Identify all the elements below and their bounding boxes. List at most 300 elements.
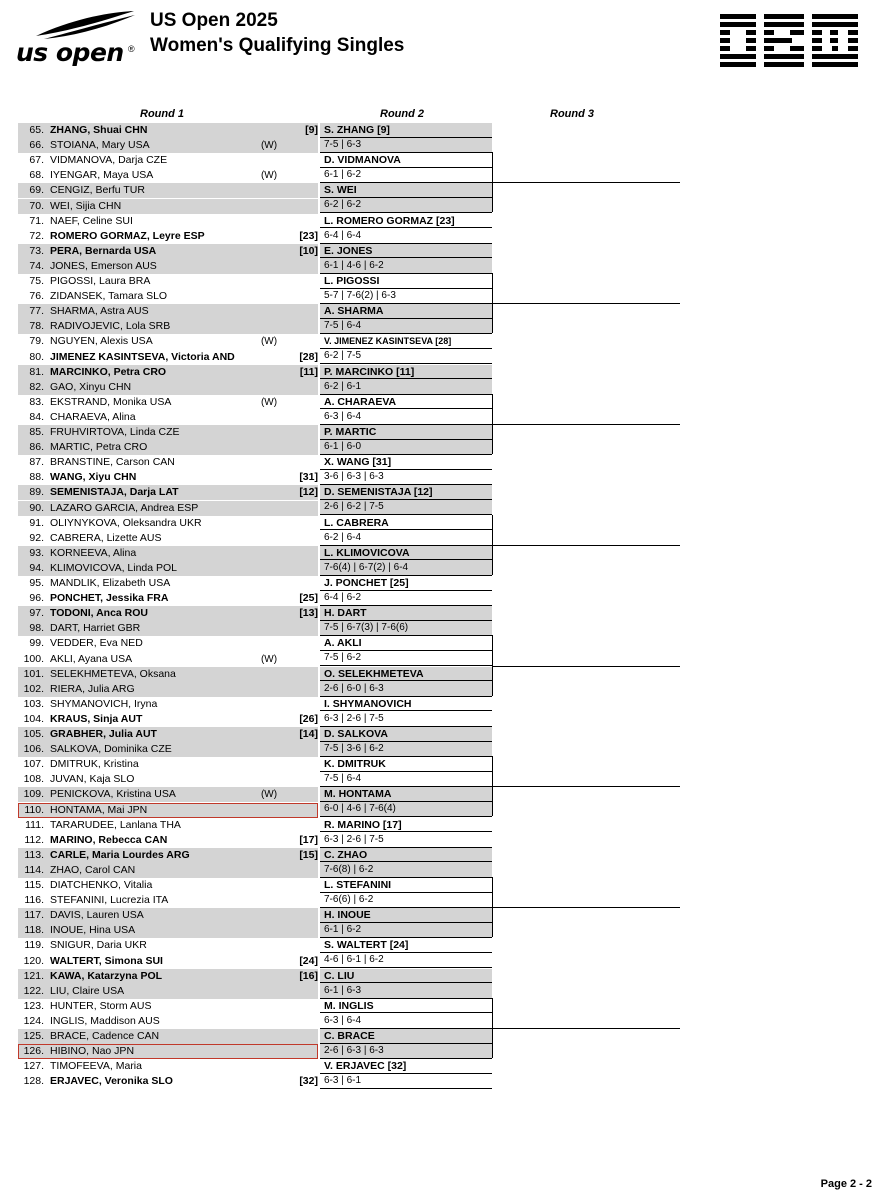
player-name: SNIGUR, Daria UKR [50,939,147,952]
player-name: SELEKHMETEVA, Oksana [50,667,176,680]
bracket-connector-horizontal [492,666,680,667]
round2-winner-name: C. LIU [324,969,355,982]
round1-player-row[interactable] [18,470,318,485]
round2-match-block[interactable] [320,697,492,727]
player-seed-number: 79. [29,335,44,348]
player-name: ERJAVEC, Veronika SLO [50,1075,173,1088]
round1-player-row[interactable] [18,380,318,395]
match-bottom-rule [320,1088,492,1089]
round1-player-row[interactable] [18,289,318,304]
round2-winner-name: X. WANG [31] [324,456,392,469]
round2-match-score: 7-5 | 6-3 [324,139,362,150]
round2-match-block[interactable] [320,727,492,757]
round2-winner-name: L. PIGOSSI [324,275,380,287]
player-name: TARARUDEE, Lanlana THA [50,818,181,831]
round2-match-block[interactable] [320,334,492,364]
round2-winner-name: E. JONES [324,244,373,257]
round1-player-row[interactable] [18,485,318,500]
round1-player-row[interactable] [18,969,318,984]
seeding-bracket: [16] [299,969,318,982]
round2-match-score: 6-2 | 6-2 [324,199,362,211]
round2-match-block[interactable] [320,667,492,697]
bracket-connector-horizontal [492,303,680,304]
round2-match-block[interactable] [320,818,492,848]
player-name: CHARAEVA, Alina [50,410,136,423]
round2-match-block[interactable] [320,516,492,546]
player-seed-number: 116. [24,894,44,907]
player-name: CABRERA, Lizette AUS [50,531,162,544]
player-name: BRANSTINE, Carson CAN [50,456,175,469]
player-name: WANG, Xiyu CHN [50,471,137,484]
round2-match-score: 7-5 | 6-4 [324,320,362,332]
wildcard-marker: (W) [260,170,278,182]
player-seed-number: 67. [29,154,44,167]
round2-match-score: 6-1 | 6-0 [324,441,362,452]
player-name: DAVIS, Lauren USA [50,909,144,922]
player-seed-number: 126. [23,1045,44,1058]
seeding-bracket: [17] [299,833,318,846]
round1-player-row[interactable] [18,803,318,818]
round2-match-block[interactable] [320,576,492,606]
player-seed-number: 100. [23,652,44,665]
round1-player-row[interactable] [18,123,318,138]
round2-winner-name: I. SHYMANOVICH [324,697,412,710]
round1-player-row[interactable] [18,425,318,440]
round2-match-block[interactable] [320,969,492,999]
player-seed-number: 88. [29,471,44,484]
player-name: SALKOVA, Dominika CZE [50,743,172,756]
player-name: PERA, Bernarda USA [50,244,157,257]
round-2-header: Round 2 [380,108,424,120]
round1-player-row[interactable] [18,546,318,561]
round2-match-score: 7-5 | 3-6 | 6-2 [324,743,384,754]
player-name: WEI, Sijia CHN [50,199,122,212]
round2-match-block[interactable] [320,395,492,425]
player-seed-number: 95. [29,577,44,589]
player-name: PONCHET, Jessika FRA [50,592,169,605]
round1-player-row[interactable] [18,183,318,198]
round1-player-row[interactable] [18,636,318,651]
round2-winner-name: D. VIDMANOVA [324,154,401,167]
player-seed-number: 74. [29,259,44,272]
round2-match-score: 6-4 | 6-2 [324,592,362,603]
player-seed-number: 121. [23,969,44,982]
round1-player-row[interactable] [18,244,318,259]
player-name: ROMERO GORMAZ, Leyre ESP [50,229,205,242]
player-seed-number: 89. [29,486,44,499]
round2-winner-name: D. SALKOVA [324,728,388,740]
player-seed-number: 113. [24,848,44,861]
round2-match-block[interactable] [320,214,492,244]
player-name: KRAUS, Sinja AUT [50,712,143,725]
player-name: JONES, Emerson AUS [50,259,157,272]
round1-player-row[interactable] [18,440,318,455]
bracket-connector-horizontal [492,424,680,425]
round2-match-score: 6-3 | 2-6 | 7-5 [324,833,384,845]
round2-match-block[interactable] [320,606,492,636]
round2-winner-name: P. MARTIC [324,426,377,438]
player-name: ZHAO, Carol CAN [50,863,136,876]
player-seed-number: 112. [24,833,44,846]
round2-match-score: 6-2 | 6-1 [324,380,362,392]
player-name: KAWA, Katarzyna POL [50,969,163,982]
player-name: KLIMOVICOVA, Linda POL [50,561,178,574]
round1-player-row[interactable] [18,727,318,742]
round2-match-block[interactable] [320,1059,492,1089]
player-seed-number: 68. [29,169,44,182]
round2-winner-name: H. INOUE [324,909,371,922]
player-name: WALTERT, Simona SUI [50,954,163,967]
round1-player-row[interactable] [18,878,318,893]
round2-winner-name: L. CABRERA [324,516,389,529]
player-seed-number: 123. [23,999,44,1012]
round2-match-score: 7-6(6) | 6-2 [324,894,374,905]
round1-player-row[interactable] [18,893,318,908]
round1-player-row[interactable] [18,531,318,546]
round2-match-score: 6-3 | 6-4 [324,1014,362,1026]
round2-winner-name: K. DMITRUK [324,758,386,771]
player-seed-number: 104. [23,712,44,725]
round1-player-row[interactable] [18,516,318,531]
round1-player-row[interactable] [18,606,318,621]
round2-match-block[interactable] [320,787,492,817]
round1-player-row[interactable] [18,138,318,153]
player-seed-number: 65. [29,124,44,136]
round2-winner-name: H. DART [324,607,367,620]
round1-player-row[interactable] [18,274,318,289]
round1-player-row[interactable] [18,923,318,938]
round2-match-block[interactable] [320,153,492,183]
round2-match-score: 7-5 | 6-7(3) | 7-6(6) [324,622,409,634]
player-name: BRACE, Cadence CAN [50,1030,160,1042]
player-name: CENGIZ, Berfu TUR [50,184,145,197]
player-name: ZHANG, Shuai CHN [50,124,148,136]
round1-player-row[interactable] [18,168,318,183]
round1-player-row[interactable] [18,682,318,697]
round2-match-score: 6-4 | 6-4 [324,229,362,241]
round2-match-score: 4-6 | 6-1 | 6-2 [324,954,384,966]
player-seed-number: 114. [24,863,44,876]
player-seed-number: 102. [23,682,44,695]
round2-match-block[interactable] [320,425,492,455]
round1-player-row[interactable] [18,954,318,969]
player-name: SEMENISTAJA, Darja LAT [50,486,179,499]
player-seed-number: 108. [23,773,44,786]
round2-match-block[interactable] [320,848,492,878]
round1-player-row[interactable] [18,1044,318,1059]
player-name: MARCINKO, Petra CRO [50,365,167,378]
round2-match-score: 5-7 | 7-6(2) | 6-3 [324,290,396,301]
player-seed-number: 78. [29,320,44,333]
round2-winner-name: S. ZHANG [9] [324,124,390,136]
player-name: GAO, Xinyu CHN [50,380,132,393]
round2-winner-name: L. KLIMOVICOVA [324,546,410,559]
player-name: INGLIS, Maddison AUS [50,1014,160,1027]
player-seed-number: 110. [24,803,44,816]
player-seed-number: 86. [29,441,44,454]
round2-match-score: 7-6(8) | 6-2 [324,863,374,875]
player-name: MANDLIK, Elizabeth USA [50,577,171,589]
round1-player-row[interactable] [18,229,318,244]
player-seed-number: 96. [29,592,44,605]
wildcard-marker: (W) [260,789,278,801]
player-name: INOUE, Hina USA [50,924,136,937]
round2-match-block[interactable] [320,455,492,485]
player-name: HIBINO, Nao JPN [50,1045,135,1058]
player-name: HUNTER, Storm AUS [50,999,152,1012]
player-seed-number: 90. [29,501,44,514]
seeding-bracket: [14] [299,728,318,740]
round2-winner-name: D. SEMENISTAJA [12] [324,486,433,499]
seeding-bracket: [28] [299,350,318,363]
round1-player-row[interactable] [18,667,318,682]
round2-winner-name: A. CHARAEVA [324,395,397,408]
player-seed-number: 127. [23,1060,44,1073]
round1-player-row[interactable] [18,712,318,727]
player-seed-number: 81. [29,365,44,378]
player-seed-number: 101. [23,667,44,680]
round2-match-score: 6-0 | 4-6 | 7-6(4) [324,803,396,815]
player-seed-number: 75. [29,275,44,287]
round1-player-row[interactable] [18,1014,318,1029]
player-seed-number: 106. [23,743,44,756]
round2-winner-name: A. SHARMA [324,305,384,318]
wildcard-marker: (W) [260,396,278,408]
round1-player-row[interactable] [18,350,318,365]
round2-match-block[interactable] [320,274,492,304]
player-name: STEFANINI, Lucrezia ITA [50,894,169,907]
round1-player-row[interactable] [18,365,318,380]
player-name: LIU, Claire USA [50,984,125,997]
round2-match-score: 7-5 | 6-2 [324,652,362,664]
bracket-connector-horizontal [492,1028,680,1029]
round1-player-row[interactable] [18,1029,318,1044]
round-1-header: Round 1 [140,108,184,120]
seeding-bracket: [10] [299,244,318,257]
player-seed-number: 119. [24,939,44,952]
round1-player-row[interactable] [18,652,318,667]
page-number: Page 2 - 2 [820,1178,872,1190]
round1-player-row[interactable] [18,304,318,319]
player-seed-number: 117. [24,909,44,922]
player-seed-number: 94. [29,561,44,574]
player-seed-number: 69. [29,184,44,197]
seeding-bracket: [13] [299,607,318,620]
round-3-header: Round 3 [550,108,594,120]
player-name: NGUYEN, Alexis USA [50,335,153,348]
round1-player-row[interactable] [18,591,318,606]
player-name: LAZARO GARCIA, Andrea ESP [50,501,199,514]
player-seed-number: 118. [24,924,44,937]
wildcard-marker: (W) [260,140,278,152]
round1-player-row[interactable] [18,984,318,999]
player-name: DIATCHENKO, Vitalia [50,879,153,891]
round1-player-row[interactable] [18,199,318,214]
round2-winner-name: M. HONTAMA [324,788,392,801]
round1-player-row[interactable] [18,863,318,878]
seeding-bracket: [23] [299,229,318,242]
round2-match-block[interactable] [320,485,492,515]
player-seed-number: 124. [23,1014,44,1027]
round2-match-block[interactable] [320,757,492,787]
player-seed-number: 87. [29,456,44,469]
bracket-connector-horizontal [492,907,680,908]
round2-winner-name: L. ROMERO GORMAZ [23] [324,214,455,227]
round2-match-block[interactable] [320,183,492,213]
round2-match-block[interactable] [320,636,492,666]
round1-player-row[interactable] [18,938,318,953]
round2-winner-name: V. JIMENEZ KASINTSEVA [28] [324,336,452,347]
round2-winner-name: V. ERJAVEC [32] [324,1060,407,1073]
round2-match-score: 6-2 | 6-4 [324,531,362,543]
player-name: SHYMANOVICH, Iryna [50,697,158,710]
round2-match-block[interactable] [320,878,492,908]
seeding-bracket: [12] [299,486,318,499]
round1-player-row[interactable] [18,395,318,410]
round2-winner-name: M. INGLIS [324,999,374,1012]
round1-player-row[interactable] [18,410,318,425]
player-name: SHARMA, Astra AUS [50,305,149,318]
player-name: VIDMANOVA, Darja CZE [50,154,168,167]
player-name: TIMOFEEVA, Maria [50,1060,142,1073]
round1-player-row[interactable] [18,818,318,833]
player-seed-number: 97. [29,607,44,620]
player-seed-number: 92. [29,531,44,544]
player-seed-number: 109. [23,788,44,801]
round2-match-score: 6-3 | 6-1 [324,1075,362,1087]
round2-match-block[interactable] [320,908,492,938]
round1-player-row[interactable] [18,561,318,576]
bracket-connector-horizontal [492,786,680,787]
player-name: OLIYNYKOVA, Oleksandra UKR [50,516,202,529]
player-seed-number: 111. [25,818,44,831]
seeding-bracket: [15] [299,848,318,861]
round1-player-row[interactable] [18,455,318,470]
player-seed-number: 66. [29,139,44,152]
round2-winner-name: O. SELEKHMETEVA [324,667,424,680]
player-seed-number: 122. [23,984,44,997]
round1-player-row[interactable] [18,259,318,274]
player-name: IYENGAR, Maya USA [50,169,154,182]
round1-player-row[interactable] [18,697,318,712]
player-name: TODONI, Anca ROU [50,607,149,620]
player-name: HONTAMA, Mai JPN [50,803,148,816]
round2-winner-name: R. MARINO [17] [324,818,402,831]
bracket-connector-horizontal [492,182,680,183]
player-seed-number: 84. [29,410,44,423]
player-seed-number: 71. [29,214,44,227]
player-seed-number: 70. [29,199,44,212]
seeding-bracket: [26] [299,712,318,725]
player-seed-number: 103. [23,697,44,710]
bracket-connector-horizontal [492,545,680,546]
player-seed-number: 85. [29,426,44,438]
us-open-registered-mark: ® [128,44,135,54]
round1-player-row[interactable] [18,833,318,848]
seeding-bracket: [31] [299,471,318,484]
round1-player-row[interactable] [18,742,318,757]
player-seed-number: 120. [23,954,44,967]
player-name: RADIVOJEVIC, Lola SRB [50,320,171,333]
round1-player-row[interactable] [18,848,318,863]
player-name: EKSTRAND, Monika USA [50,395,172,408]
round2-match-score: 7-5 | 6-4 [324,773,362,785]
round2-winner-name: S. WEI [324,184,357,197]
seeding-bracket: [24] [299,954,318,967]
round1-player-row[interactable] [18,1074,318,1089]
round2-match-block[interactable] [320,999,492,1029]
round1-player-row[interactable] [18,334,318,349]
player-name: KORNEEVA, Alina [50,546,137,559]
player-name: PIGOSSI, Laura BRA [50,275,151,287]
round2-winner-name: S. WALTERT [24] [324,939,409,952]
round1-player-row[interactable] [18,772,318,787]
round2-match-block[interactable] [320,304,492,334]
round1-player-row[interactable] [18,1059,318,1074]
round2-match-block[interactable] [320,123,492,153]
round2-match-block[interactable] [320,365,492,395]
wildcard-marker: (W) [260,653,278,665]
round2-match-block[interactable] [320,244,492,274]
player-seed-number: 93. [29,546,44,559]
player-name: AKLI, Ayana USA [50,652,133,665]
round1-player-row[interactable] [18,757,318,772]
round2-winner-name: J. PONCHET [25] [324,577,409,589]
round2-winner-name: C. ZHAO [324,848,368,861]
round2-match-score: 2-6 | 6-2 | 7-5 [324,501,384,513]
player-seed-number: 80. [29,350,44,363]
us-open-wordmark: us open [16,38,124,67]
event-title: Women's Qualifying Singles [150,35,405,56]
round2-match-block[interactable] [320,938,492,968]
player-name: DART, Harriet GBR [50,622,141,635]
round1-player-row[interactable] [18,787,318,802]
player-seed-number: 128. [23,1075,44,1088]
player-name: JIMENEZ KASINTSEVA, Victoria AND [50,350,235,363]
player-seed-number: 125. [23,1030,44,1042]
round2-winner-name: A. AKLI [324,637,362,650]
player-name: RIERA, Julia ARG [50,682,135,695]
round1-player-row[interactable] [18,908,318,923]
round1-player-row[interactable] [18,999,318,1014]
round1-player-row[interactable] [18,214,318,229]
seeding-bracket: [32] [299,1075,318,1088]
round2-match-score: 6-3 | 2-6 | 7-5 [324,712,384,724]
player-name: FRUHVIRTOVA, Linda CZE [50,426,180,438]
round1-player-row[interactable] [18,319,318,334]
round1-player-row[interactable] [18,621,318,636]
player-name: GRABHER, Julia AUT [50,728,157,740]
round2-match-score: 6-2 | 7-5 [324,350,362,362]
seeding-bracket: [9] [305,124,318,136]
player-name: JUVAN, Kaja SLO [50,773,135,786]
player-name: NAEF, Celine SUI [50,214,133,227]
round2-match-score: 6-1 | 6-2 [324,169,362,181]
round2-match-score: 6-1 | 4-6 | 6-2 [324,259,384,271]
player-seed-number: 82. [29,380,44,393]
round2-winner-name: P. MARCINKO [11] [324,365,415,378]
round2-match-block[interactable] [320,546,492,576]
player-seed-number: 77. [29,305,44,318]
player-name: PENICKOVA, Kristina USA [50,788,176,801]
player-name: VEDDER, Eva NED [50,637,143,650]
round1-player-row[interactable] [18,501,318,516]
round1-player-row[interactable] [18,153,318,168]
round1-player-row[interactable] [18,576,318,591]
player-seed-number: 91. [29,516,44,529]
round2-match-block[interactable] [320,1029,492,1059]
wildcard-marker: (W) [260,336,278,348]
